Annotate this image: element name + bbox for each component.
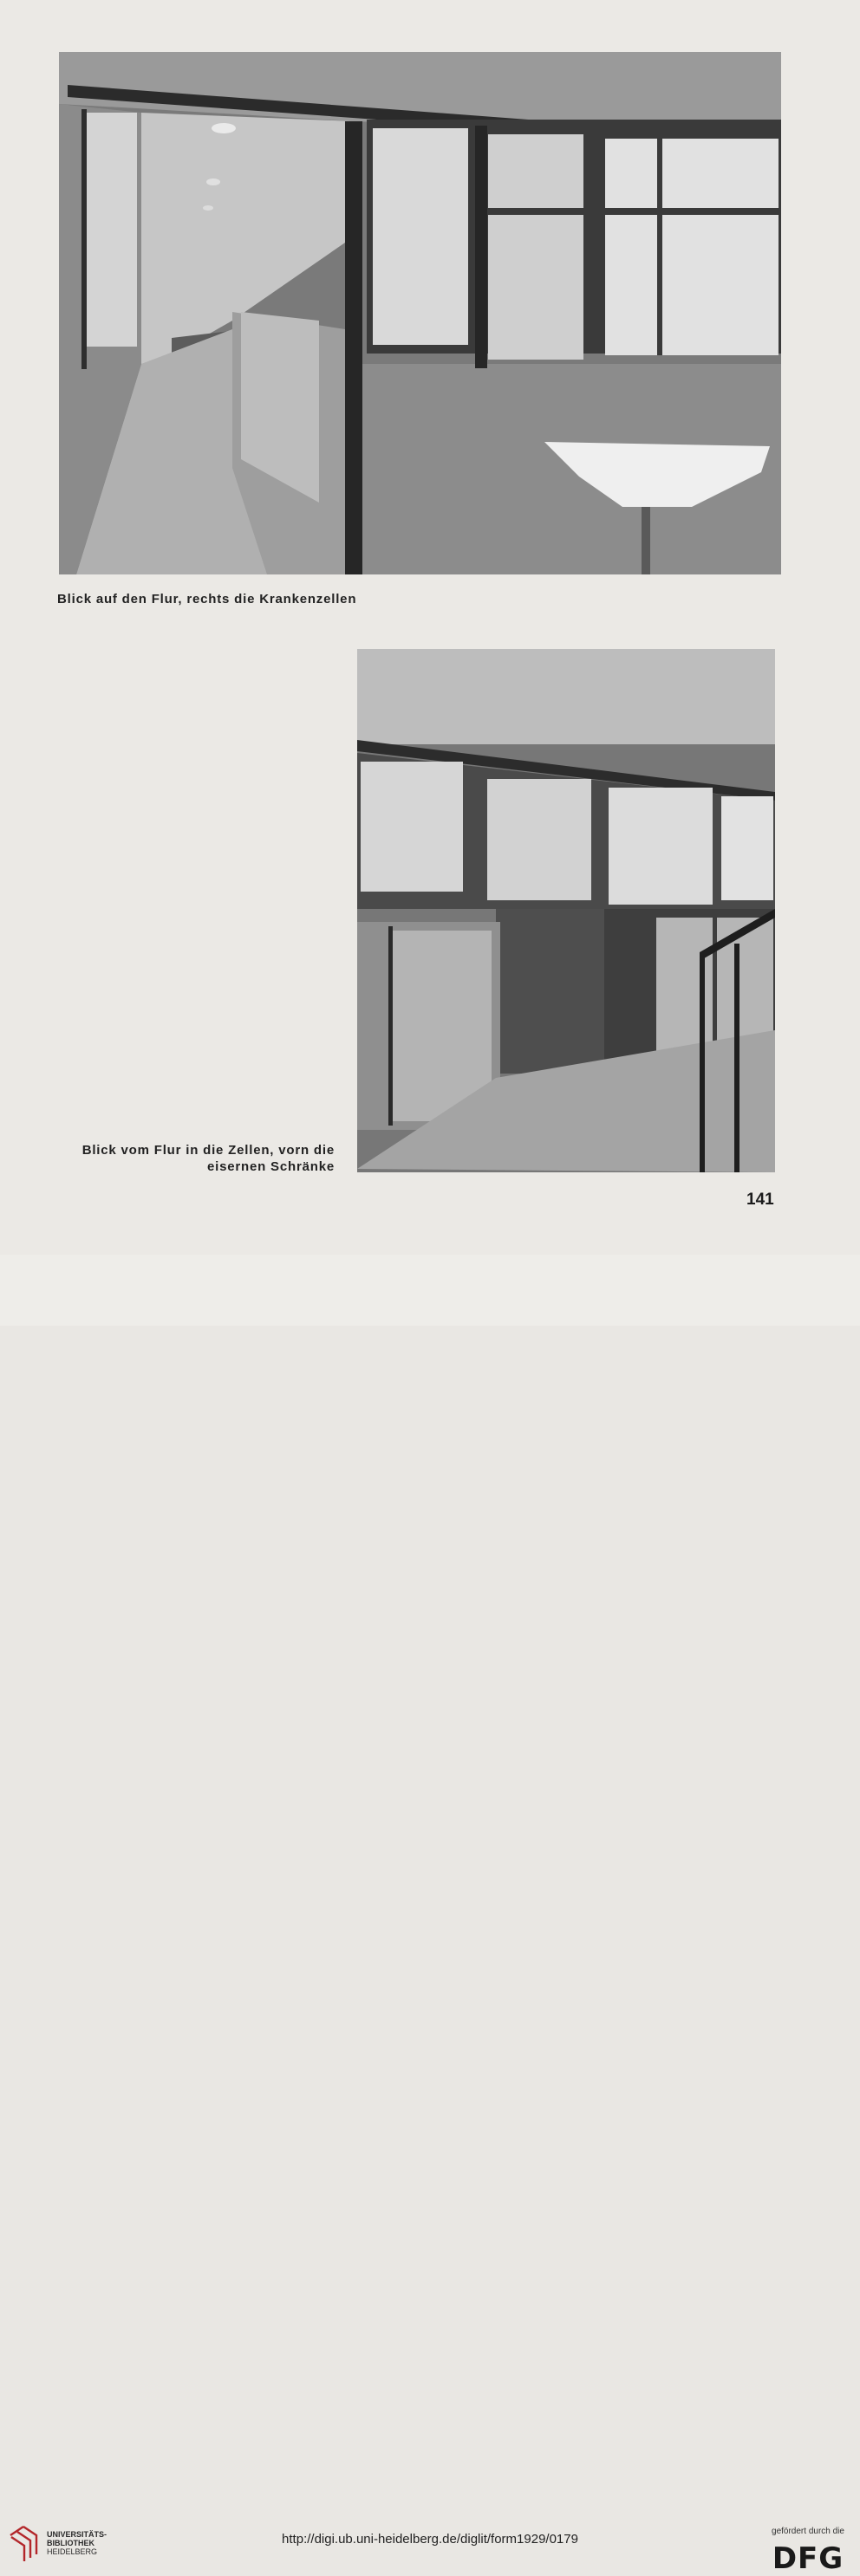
document-page [0,0,860,1255]
sponsor-note: gefördert durch die [772,2527,844,2536]
corridor-photo [59,52,781,574]
bottom-photo-caption [40,1142,335,1175]
page-number: 141 [746,1191,774,1209]
library-line2: BIBLIOTHEK [47,2539,94,2547]
top-photo-caption: Blick auf den Flur, rechts die Krankenzellen [57,592,357,607]
sponsor-block [763,2527,853,2576]
dfg-logo: DFG [772,2541,844,2576]
bottom-caption-line1: Blick vom Flur in die Zellen, vorn die [81,1143,335,1158]
library-line3: HEIDELBERG [47,2547,98,2556]
permalink-url[interactable]: http://digi.ub.uni-heidelberg.de/diglit/form1929/0179 [282,2532,578,2547]
cells-photo [357,649,775,1172]
digitization-footer [0,1255,860,2576]
library-line1: UNIVERSITÄTS- [47,2530,108,2539]
bottom-caption-line2: eisernen Schränke [206,1159,335,1174]
